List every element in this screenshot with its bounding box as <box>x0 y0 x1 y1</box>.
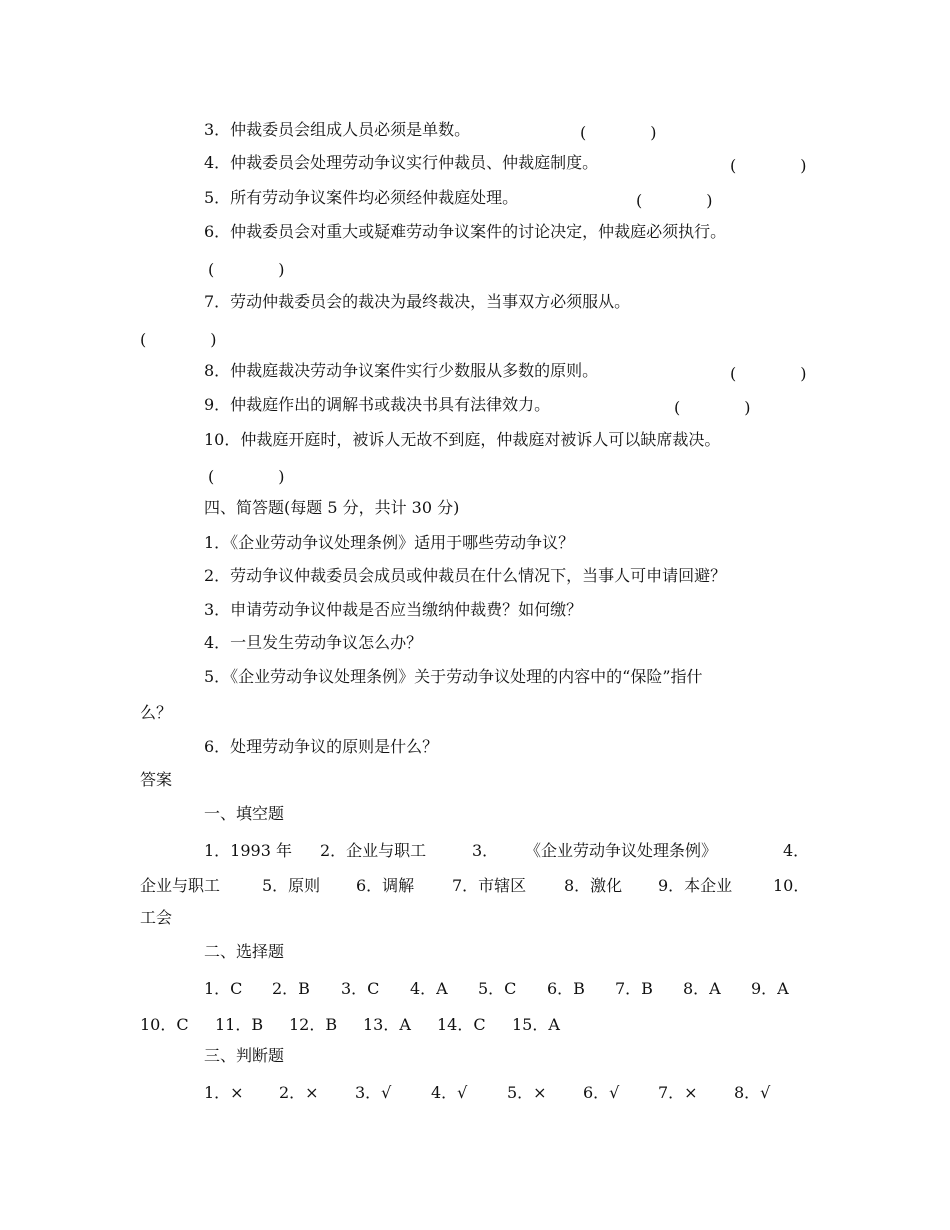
choice-answer: 2．B <box>272 979 310 998</box>
choice-answer: 13．A <box>363 1015 411 1034</box>
fill-answer: 企业与职工 <box>140 876 221 895</box>
judge-item-9: 9．仲裁庭作出的调解书或裁决书具有法律效力。 <box>204 395 551 414</box>
answer-blank: ( ) <box>208 467 285 486</box>
judge-item-10: 10．仲裁庭开庭时，被诉人无故不到庭，仲裁庭对被诉人可以缺席裁决。 <box>204 430 721 449</box>
judge-answer: 8．√ <box>734 1083 771 1102</box>
judge-answer: 4．√ <box>431 1083 468 1102</box>
judge-answer: 6．√ <box>583 1083 620 1102</box>
answer-blank: ( ) <box>730 364 807 383</box>
fill-answer: 10． <box>773 876 810 895</box>
answers-title: 答案 <box>140 770 173 789</box>
short-answer-q4: 4．一旦发生劳动争议怎么办？ <box>204 633 423 652</box>
fill-answer: 3． <box>472 841 499 860</box>
answer-blank: ( ) <box>140 330 217 349</box>
choice-answer: 10．C <box>140 1015 189 1034</box>
short-answer-q5-cont: 么？ <box>140 703 173 722</box>
fill-answer: 6．调解 <box>356 876 415 895</box>
fill-answer: 《企业劳动争议处理条例》 <box>525 841 718 860</box>
answer-blank: ( ) <box>208 260 285 279</box>
answer-blank: ( ) <box>730 156 807 175</box>
fill-answers-line3: 工会 <box>140 908 173 927</box>
choice-answer: 5．C <box>478 979 517 998</box>
choice-answer: 14．C <box>437 1015 486 1034</box>
choice-answer: 12．B <box>289 1015 338 1034</box>
judge-item-4: 4．仲裁委员会处理劳动争议实行仲裁员、仲裁庭制度。 <box>204 153 599 172</box>
choice-answer: 15．A <box>512 1015 560 1034</box>
judge-item-3: 3．仲裁委员会组成人员必须是单数。 <box>204 120 471 139</box>
short-answer-q3: 3．申请劳动争议仲裁是否应当缴纳仲裁费？如何缴？ <box>204 600 583 619</box>
choice-heading: 二、选择题 <box>204 942 285 961</box>
short-answer-q6: 6．处理劳动争议的原则是什么？ <box>204 737 439 756</box>
answer-blank: ( ) <box>674 398 751 417</box>
answer-blank: ( ) <box>580 123 657 142</box>
judge-answer: 2．× <box>279 1083 319 1102</box>
judge-item-7: 7．劳动仲裁委员会的裁决为最终裁决，当事双方必须服从。 <box>204 292 631 311</box>
judge-heading: 三、判断题 <box>204 1046 285 1065</box>
choice-answer: 7．B <box>615 979 653 998</box>
choice-answer: 9．A <box>751 979 789 998</box>
fill-heading: 一、填空题 <box>204 804 285 823</box>
fill-answer: 2．企业与职工 <box>320 841 427 860</box>
short-answer-q5: 5．《企业劳动争议处理条例》关于劳动争议处理的内容中的“保险”指什 <box>204 667 703 686</box>
fill-answer: 9．本企业 <box>658 876 733 895</box>
judge-answer: 5．× <box>507 1083 547 1102</box>
judge-item-6: 6．仲裁委员会对重大或疑难劳动争议案件的讨论决定，仲裁庭必须执行。 <box>204 222 727 241</box>
choice-answer: 1．C <box>204 979 243 998</box>
judge-item-8: 8．仲裁庭裁决劳动争议案件实行少数服从多数的原则。 <box>204 361 599 380</box>
fill-answer: 8．激化 <box>564 876 623 895</box>
choice-answer: 11．B <box>215 1015 264 1034</box>
answer-blank: ( ) <box>636 191 713 210</box>
judge-answer: 1．× <box>204 1083 244 1102</box>
fill-answer: 4． <box>783 841 810 860</box>
fill-answer: 7．市辖区 <box>452 876 527 895</box>
choice-answer: 6．B <box>547 979 585 998</box>
short-answer-q2: 2．劳动争议仲裁委员会成员或仲裁员在什么情况下，当事人可申请回避？ <box>204 566 727 585</box>
section-heading-short-answer: 四、简答题(每题 5 分，共计 30 分) <box>204 498 460 517</box>
fill-answer: 1．1993 年 <box>204 841 292 860</box>
judge-answer: 7．× <box>658 1083 698 1102</box>
choice-answer: 8．A <box>683 979 721 998</box>
judge-answer: 3．√ <box>355 1083 392 1102</box>
short-answer-q1: 1．《企业劳动争议处理条例》适用于哪些劳动争议？ <box>204 533 575 552</box>
choice-answer: 4．A <box>410 979 448 998</box>
fill-answer: 5．原则 <box>262 876 321 895</box>
choice-answer: 3．C <box>341 979 380 998</box>
judge-item-5: 5．所有劳动争议案件均必须经仲裁庭处理。 <box>204 188 519 207</box>
